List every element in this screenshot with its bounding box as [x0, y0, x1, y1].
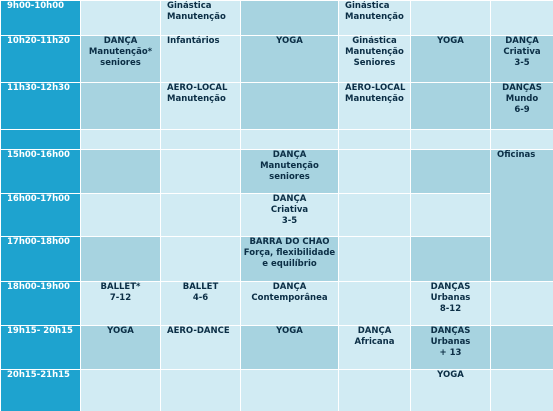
- class-text-line: BALLET: [182, 282, 219, 292]
- class-cell-mon: [81, 1, 161, 36]
- class-cell-mon: [81, 83, 161, 130]
- class-text-line: Ginástica: [352, 36, 397, 46]
- class-text-line: 8-12: [439, 304, 462, 314]
- class-text-line: 6-9: [514, 105, 530, 115]
- class-text-line: DANÇA: [103, 36, 138, 46]
- class-text-line: DANÇA: [505, 36, 539, 46]
- class-cell-fri: [411, 83, 491, 130]
- class-cell-tue: [161, 1, 241, 36]
- class-cell-sat: [491, 1, 553, 36]
- time-slot-label: 9h00-10h00: [1, 1, 81, 36]
- class-text-line: Infantários: [167, 36, 220, 46]
- class-text-line: 4-6: [192, 293, 209, 303]
- class-cell-wed: [241, 150, 339, 194]
- class-text-line: AERO-DANCE: [167, 326, 230, 336]
- class-cell-tue: [161, 326, 241, 370]
- class-cell-wed: [241, 130, 339, 150]
- class-cell-thu: [339, 326, 411, 370]
- class-text-line: Manutenção: [345, 47, 404, 57]
- class-cell-tue: [161, 282, 241, 326]
- class-cell-tue: [161, 194, 241, 237]
- class-text-line: Criativa: [270, 205, 309, 215]
- class-cell-sat: [491, 36, 553, 83]
- class-cell-fri: [411, 194, 491, 237]
- class-cell-tue: [161, 83, 241, 130]
- class-cell-thu: [339, 150, 411, 194]
- class-text-line: Ginástica: [345, 1, 390, 11]
- class-text-line: Força, flexibilidade: [243, 248, 336, 258]
- class-text-line: YOGA: [437, 36, 464, 46]
- class-text-line: Manutenção*: [88, 47, 153, 57]
- class-text-line: e equilíbrio: [262, 259, 317, 269]
- class-cell-thu: [339, 282, 411, 326]
- class-cell-fri: [411, 130, 491, 150]
- class-cell-tue: [161, 237, 241, 282]
- class-cell-wed: [241, 237, 339, 282]
- class-text-line: Manutenção: [345, 94, 404, 104]
- class-cell-fri: [411, 370, 491, 411]
- schedule-row: [1, 237, 553, 282]
- class-text-line: Mundo: [505, 94, 539, 104]
- class-cell-thu: [339, 36, 411, 83]
- schedule-row: [1, 282, 553, 326]
- class-text-line: DANÇAS: [430, 326, 471, 336]
- class-text-line: Ginástica: [167, 1, 212, 11]
- time-slot-label: 16h00-17h00: [1, 194, 81, 237]
- schedule-row: [1, 150, 553, 194]
- class-cell-fri: [411, 1, 491, 36]
- class-text-line: Urbanas: [430, 337, 471, 347]
- time-slot-label: 17h00-18h00: [1, 237, 81, 282]
- class-text-line: DANÇA: [272, 194, 307, 204]
- class-text-line: AERO-LOCAL: [345, 83, 406, 93]
- class-text-line: Manutenção: [167, 12, 226, 22]
- class-text-line: BARRA DO CHÃO: [249, 237, 330, 247]
- class-text-line: YOGA: [437, 370, 464, 380]
- time-slot-label: 19h15- 20h15: [1, 326, 81, 370]
- class-cell-wed: [241, 83, 339, 130]
- class-text-line: Manutenção: [260, 161, 319, 171]
- class-cell-fri: [411, 326, 491, 370]
- class-cell-sat: [491, 150, 553, 282]
- class-text-line: DANÇA: [272, 150, 307, 160]
- class-cell-sat: [491, 370, 553, 411]
- schedule-row: [1, 326, 553, 370]
- class-cell-mon: [81, 36, 161, 83]
- class-cell-thu: [339, 237, 411, 282]
- time-slot-label: 20h15-21h15: [1, 370, 81, 411]
- class-cell-mon: [81, 237, 161, 282]
- schedule-row: [1, 370, 553, 411]
- class-cell-wed: [241, 1, 339, 36]
- time-slot-label: 10h20-11h20: [1, 36, 81, 83]
- class-cell-thu: [339, 1, 411, 36]
- schedule-row: [1, 36, 553, 83]
- schedule-row: [1, 1, 553, 36]
- class-cell-tue: [161, 370, 241, 411]
- class-cell-sat: [491, 282, 553, 326]
- class-text-line: 3-5: [281, 216, 298, 226]
- class-text-line: DANÇAS: [430, 282, 471, 292]
- class-cell-sat: [491, 326, 553, 370]
- class-cell-tue: [161, 36, 241, 83]
- class-text-line: Manutenção: [167, 94, 226, 104]
- class-text-line: Seniores: [353, 58, 396, 68]
- class-cell-mon: [81, 282, 161, 326]
- class-cell-thu: [339, 130, 411, 150]
- class-text-line: BALLET*: [100, 282, 141, 292]
- class-text-line: seniores: [269, 172, 310, 182]
- time-slot-label: 18h00-19h00: [1, 282, 81, 326]
- class-text-line: DANÇAS: [502, 83, 542, 93]
- time-slot-label: [1, 130, 81, 150]
- class-text-line: YOGA: [107, 326, 134, 336]
- class-text-line: YOGA: [276, 326, 303, 336]
- class-cell-thu: [339, 370, 411, 411]
- class-cell-mon: [81, 194, 161, 237]
- class-cell-wed: [241, 36, 339, 83]
- class-text-line: Criativa: [503, 47, 541, 57]
- schedule-row: [1, 194, 553, 237]
- class-cell-fri: [411, 237, 491, 282]
- class-text-line: Urbanas: [430, 293, 471, 303]
- class-text-line: AERO-LOCAL: [167, 83, 228, 93]
- class-text-line: Manutenção: [345, 12, 404, 22]
- class-cell-mon: [81, 326, 161, 370]
- time-slot-label: 11h30-12h30: [1, 83, 81, 130]
- class-text-line: DANÇA: [357, 326, 392, 336]
- class-cell-wed: [241, 370, 339, 411]
- class-cell-sat: [491, 83, 553, 130]
- class-text-line: 7-12: [109, 293, 132, 303]
- class-cell-wed: [241, 194, 339, 237]
- class-cell-mon: [81, 150, 161, 194]
- class-text-line: Oficinas: [497, 150, 536, 160]
- class-text-line: DANÇA: [272, 282, 307, 292]
- class-cell-tue: [161, 150, 241, 194]
- class-cell-thu: [339, 83, 411, 130]
- class-cell-sat: [491, 130, 553, 150]
- class-cell-fri: [411, 282, 491, 326]
- class-cell-fri: [411, 150, 491, 194]
- class-text-line: seniores: [100, 58, 141, 68]
- class-cell-mon: [81, 130, 161, 150]
- class-cell-wed: [241, 282, 339, 326]
- class-text-line: YOGA: [276, 36, 303, 46]
- class-cell-fri: [411, 36, 491, 83]
- class-text-line: 3-5: [514, 58, 530, 68]
- class-text-line: + 13: [439, 348, 462, 358]
- class-cell-mon: [81, 370, 161, 411]
- class-text-line: Africana: [354, 337, 395, 347]
- class-text-line: Contemporânea: [251, 293, 328, 303]
- class-cell-tue: [161, 130, 241, 150]
- time-slot-label: 15h00-16h00: [1, 150, 81, 194]
- schedule-row: [1, 130, 553, 150]
- class-cell-wed: [241, 326, 339, 370]
- schedule-row: [1, 83, 553, 130]
- class-cell-thu: [339, 194, 411, 237]
